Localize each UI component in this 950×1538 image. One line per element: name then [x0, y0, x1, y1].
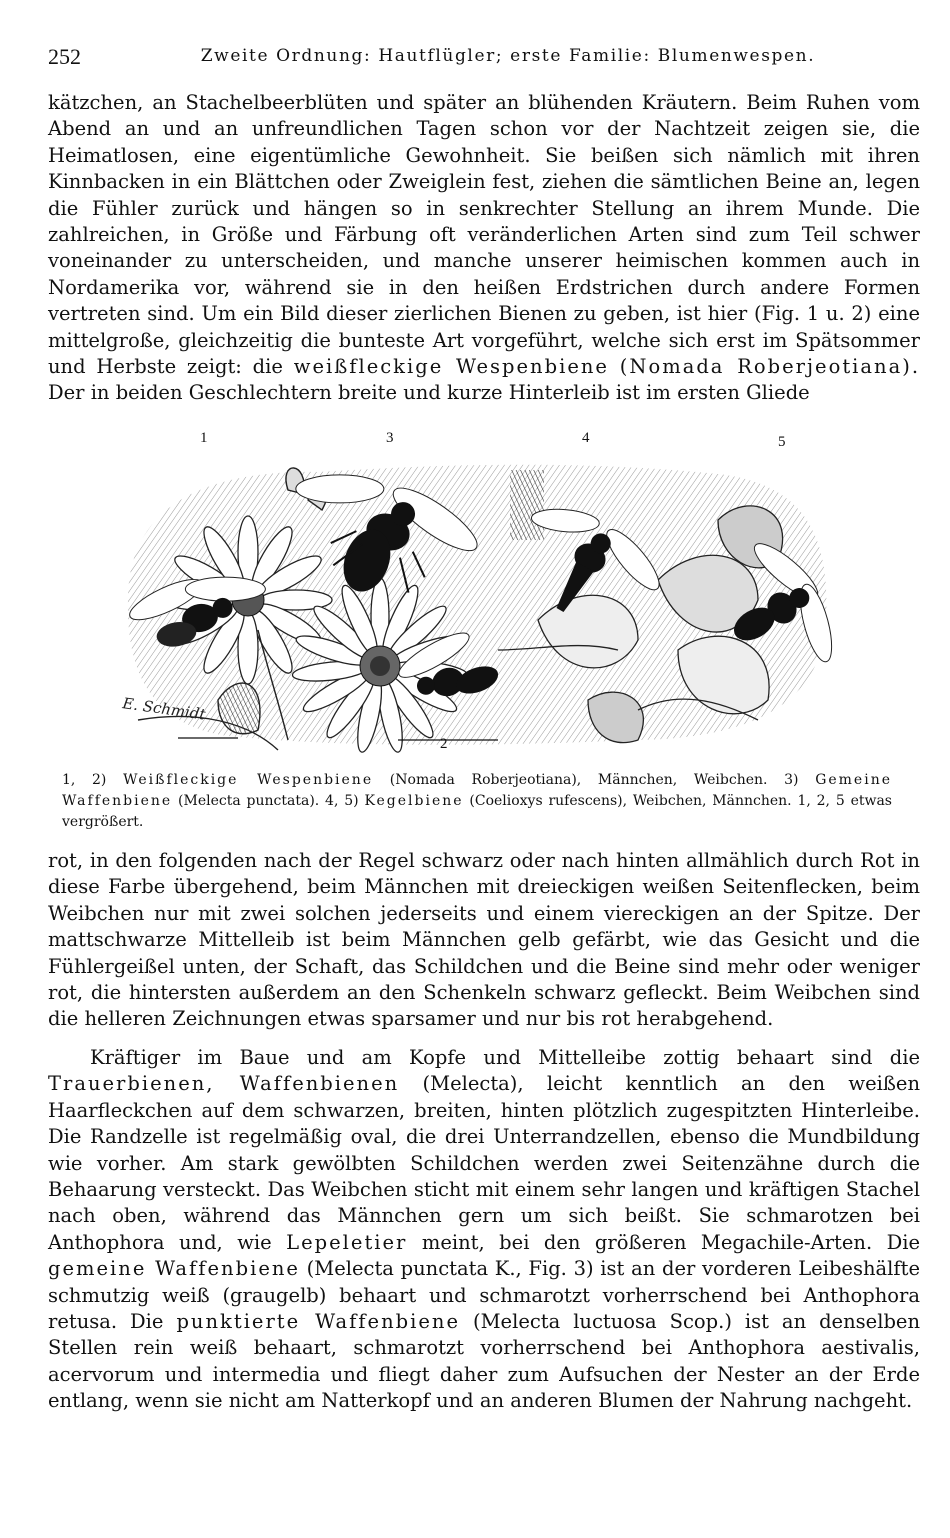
caption-term-3: Kegelbiene [364, 793, 464, 809]
bee-illustration [118, 428, 838, 758]
author-lepeletier: Lepeletier [286, 1230, 408, 1254]
artist-signature: E. Schmidt [121, 694, 207, 724]
figure-label-1: 1 [200, 430, 208, 446]
term-trauerbienen: Trauerbienen, Waffenbienen [48, 1072, 400, 1096]
paragraph-3 [48, 1045, 920, 1415]
paragraph-3-e: meint, bei den größeren Megachile-Arten. Die [421, 1230, 921, 1254]
caption-part-2: (Nomada Roberjeotiana), Männchen, Weibchen. 3) [389, 772, 799, 788]
paragraph-1-continuation: Der in beiden Geschlechtern breite und kurze Hinterleib ist im ersten Gliede [48, 381, 810, 405]
paragraph-2-text: rot, in den folgenden nach der Regel schwarz oder nach hinten allmählich durch Rot in diese Farbe übergehend, beim Männchen mit dreieckigen weißen Seitenflecken, beim Weibchen nur mit zwei solchen jederseits und einem viereckigen an der Spitze. Der mattschwarze Mittelleib ist beim Männchen gelb gefärbt, wie das Gesicht und die Fühlergeißel unten, der Schaft, das Schildchen und die Beine sind mehr oder weniger rot, die hintersten außerdem an den Schenkeln schwarz gefleckt. Beim Weibchen sind die helleren Zeichnungen etwas sparsamer und nur bis rot herabgehend. [48, 849, 920, 1031]
paragraph-1 [48, 90, 920, 407]
caption-part-4: (Coelioxys rufescens), Weibchen, Männchen. 1, 2, 5 etwas vergrößert. [62, 793, 892, 830]
engraving-svg [118, 450, 838, 760]
paragraph-3-g: (Melecta punctata K., Fig. 3) ist an der vorderen Leibeshälfte schmutzig weiß (graugelb) behaart und schmarotzt vorherrschend bei Anthophora retusa. Die [48, 1257, 920, 1334]
paragraph-2 [48, 848, 920, 1033]
figure-caption [62, 770, 892, 833]
term-punktierte-waffenbiene: punktierte Waffenbiene [176, 1310, 460, 1334]
paragraph-1-text: kätzchen, an Stachelbeerblüten und später an blühenden Kräutern. Beim Ruhen vom Abend an und an unfreundlichen Tagen schon vor der Nachtzeit zeigen sie, die Heimatlosen, eine eigentümliche Gewohnheit. Sie beißen sich nämlich mit ihren Kinnbacken in ein Blättchen oder Zweiglein fest, ziehen die sämtlichen Beine an, legen die Fühler zurück und hängen so in senkrechter Stellung an ihrem Munde. Die zahlreichen, in Größe und Färbung oft veränderlichen Arten sind zum Teil schwer voneinander zu unterscheiden, und manche unserer heimischen kommen auch in Nordamerika vor, während sie in den heißen Erdstrichen durch andere Formen vertreten sind. Um ein Bild dieser zierlichen Bienen zu geben, ist hier (Fig. 1 u. 2) eine mittelgroße, gleichzeitig die bunteste Art vorgeführt, welche sich erst im Spätsommer und Herbste zeigt: die [48, 91, 920, 379]
species-name-weissfleckige-wespenbiene: weißfleckige Wespenbiene [293, 355, 609, 379]
figure-label-3: 3 [386, 430, 394, 446]
paragraph-3-i: (Melecta luctuosa Scop.) ist an denselben Stellen rein weiß behaart, schmarotzt vorherrschend bei Anthophora aestivalis, acervorum und intermedia und fliegt daher zum Aufsuchen der Nester an der Erde entlang, wenn sie nicht am Natterkopf und an anderen Blumen der Nahrung nachgeht. [48, 1310, 921, 1413]
figure-label-4: 4 [582, 430, 590, 446]
stem-post [510, 470, 544, 540]
caption-part-3: (Melecta punctata). 4, 5) [178, 793, 359, 809]
paragraph-3-c: (Melecta), leicht kenntlich an den weißen Haarfleckchen auf dem schwarzen, breiten, hinten plötzlich zugespitzten Hinterleibe. Die Randzelle ist regelmäßig oval, die drei Unterrandzellen, ebenso die Mundbildung wie vorher. Am stark gewölbten Schildchen werden zwei Seitenzähne durch die Behaarung versteckt. Das Weibchen sticht mit einem sehr langen und kräftigen Stachel nach oben, während das Männchen gern um sich beißt. Sie schmarotzen bei Anthophora und, wie [48, 1072, 920, 1254]
figure-label-5: 5 [778, 434, 786, 450]
term-gemeine-waffenbiene: gemeine Waffenbiene [48, 1257, 300, 1281]
page-number: 252 [48, 44, 81, 69]
caption-term-1: Weißfleckige Wespenbiene [123, 772, 374, 788]
paragraph-3-a: Kräftiger im Baue und am Kopfe und Mittelleibe zottig behaart sind die [90, 1046, 920, 1069]
latin-name-nomada: (Nomada Roberjeotiana). [619, 355, 921, 379]
page-header [48, 44, 920, 74]
caption-part-1: 1, 2) [62, 772, 107, 788]
caption-term-2: Gemeine Waffenbiene [62, 772, 892, 809]
running-head: Zweite Ordnung: Hautflügler; erste Familie: Blumenwespen. [200, 46, 816, 66]
